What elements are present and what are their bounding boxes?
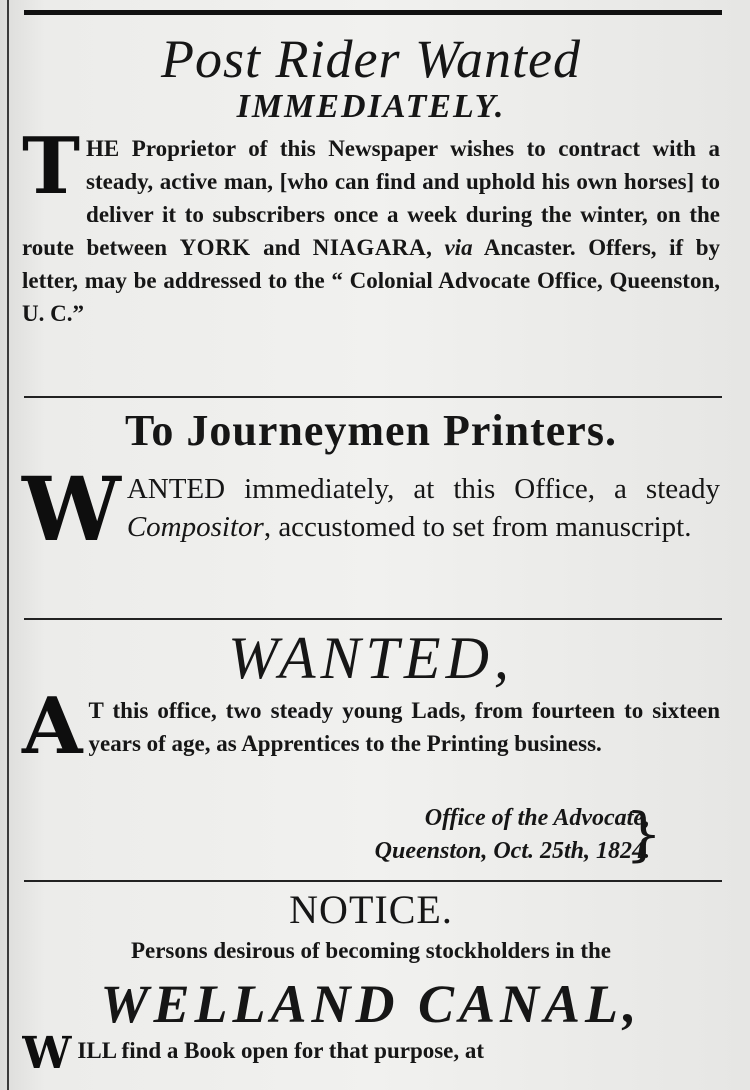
- divider-2: [24, 618, 722, 620]
- post-rider-text-2: Ancaster. Offers, if by letter, may be addressed to the “ Colonial Advocate Office, Queenston, U. C.”: [22, 235, 720, 326]
- post-rider-title: Post Rider Wanted: [161, 29, 581, 89]
- wanted-title: WANTED,: [228, 625, 514, 691]
- notice-title: NOTICE.: [289, 887, 453, 932]
- via-word: via: [444, 235, 473, 260]
- notice-text: ILL find a Book open for that purpose, at: [77, 1038, 485, 1063]
- signature-brace: }: [625, 800, 662, 868]
- post-rider-subtitle: IMMEDIATELY.: [236, 88, 506, 125]
- notice-body: [22, 1034, 720, 1074]
- post-rider-text-sep: ,: [426, 235, 445, 260]
- post-rider-text-and: and: [250, 235, 313, 260]
- compositor-word: Compositor: [126, 511, 264, 543]
- post-rider-text-1: HE Proprietor of this Newspaper wishes to contract with a steady, active man, [who can find and uphold his own horses] to deliver it to subscribers once a week during the winter, on the route between: [22, 136, 720, 260]
- column-border: [7, 0, 9, 1090]
- divider-1: [24, 396, 722, 398]
- apprentices-body: [22, 681, 720, 772]
- signature-block: [375, 802, 650, 868]
- welland-notice: [22, 888, 720, 1074]
- place-york: YORK: [179, 235, 251, 260]
- drop-cap-a: A: [22, 681, 83, 772]
- journeymen-body: [22, 457, 720, 561]
- signature-office: Office of the Advocate,: [424, 805, 650, 831]
- journeymen-text-2: , accustomed to set from manuscript.: [263, 511, 692, 543]
- notice-subtitle: Persons desirous of becoming stockholders in the: [130, 938, 612, 963]
- signature-place-date: Queenston, Oct. 25th, 1824.: [374, 838, 650, 864]
- post-rider-ad: [22, 30, 720, 330]
- welland-canal-headline: WELLAND CANAL,: [100, 974, 642, 1034]
- journeymen-text-1: ANTED immediately, at this Office, a steady: [126, 473, 720, 505]
- drop-cap-w2: W: [22, 1034, 72, 1074]
- journeymen-title: To Journeymen Printers.: [125, 406, 617, 455]
- divider-3: [24, 880, 722, 882]
- top-rule: [24, 10, 722, 15]
- post-rider-body: [22, 121, 720, 330]
- apprentices-ad: [22, 625, 720, 772]
- drop-cap-t: T: [22, 121, 81, 212]
- drop-cap-w: W: [22, 457, 121, 561]
- apprentices-text: T this office, two steady young Lads, from fourteen to sixteen years of age, as Apprentices to the Printing business.: [88, 698, 720, 756]
- journeymen-ad: [22, 406, 720, 561]
- place-niagara: NIAGARA: [312, 235, 427, 260]
